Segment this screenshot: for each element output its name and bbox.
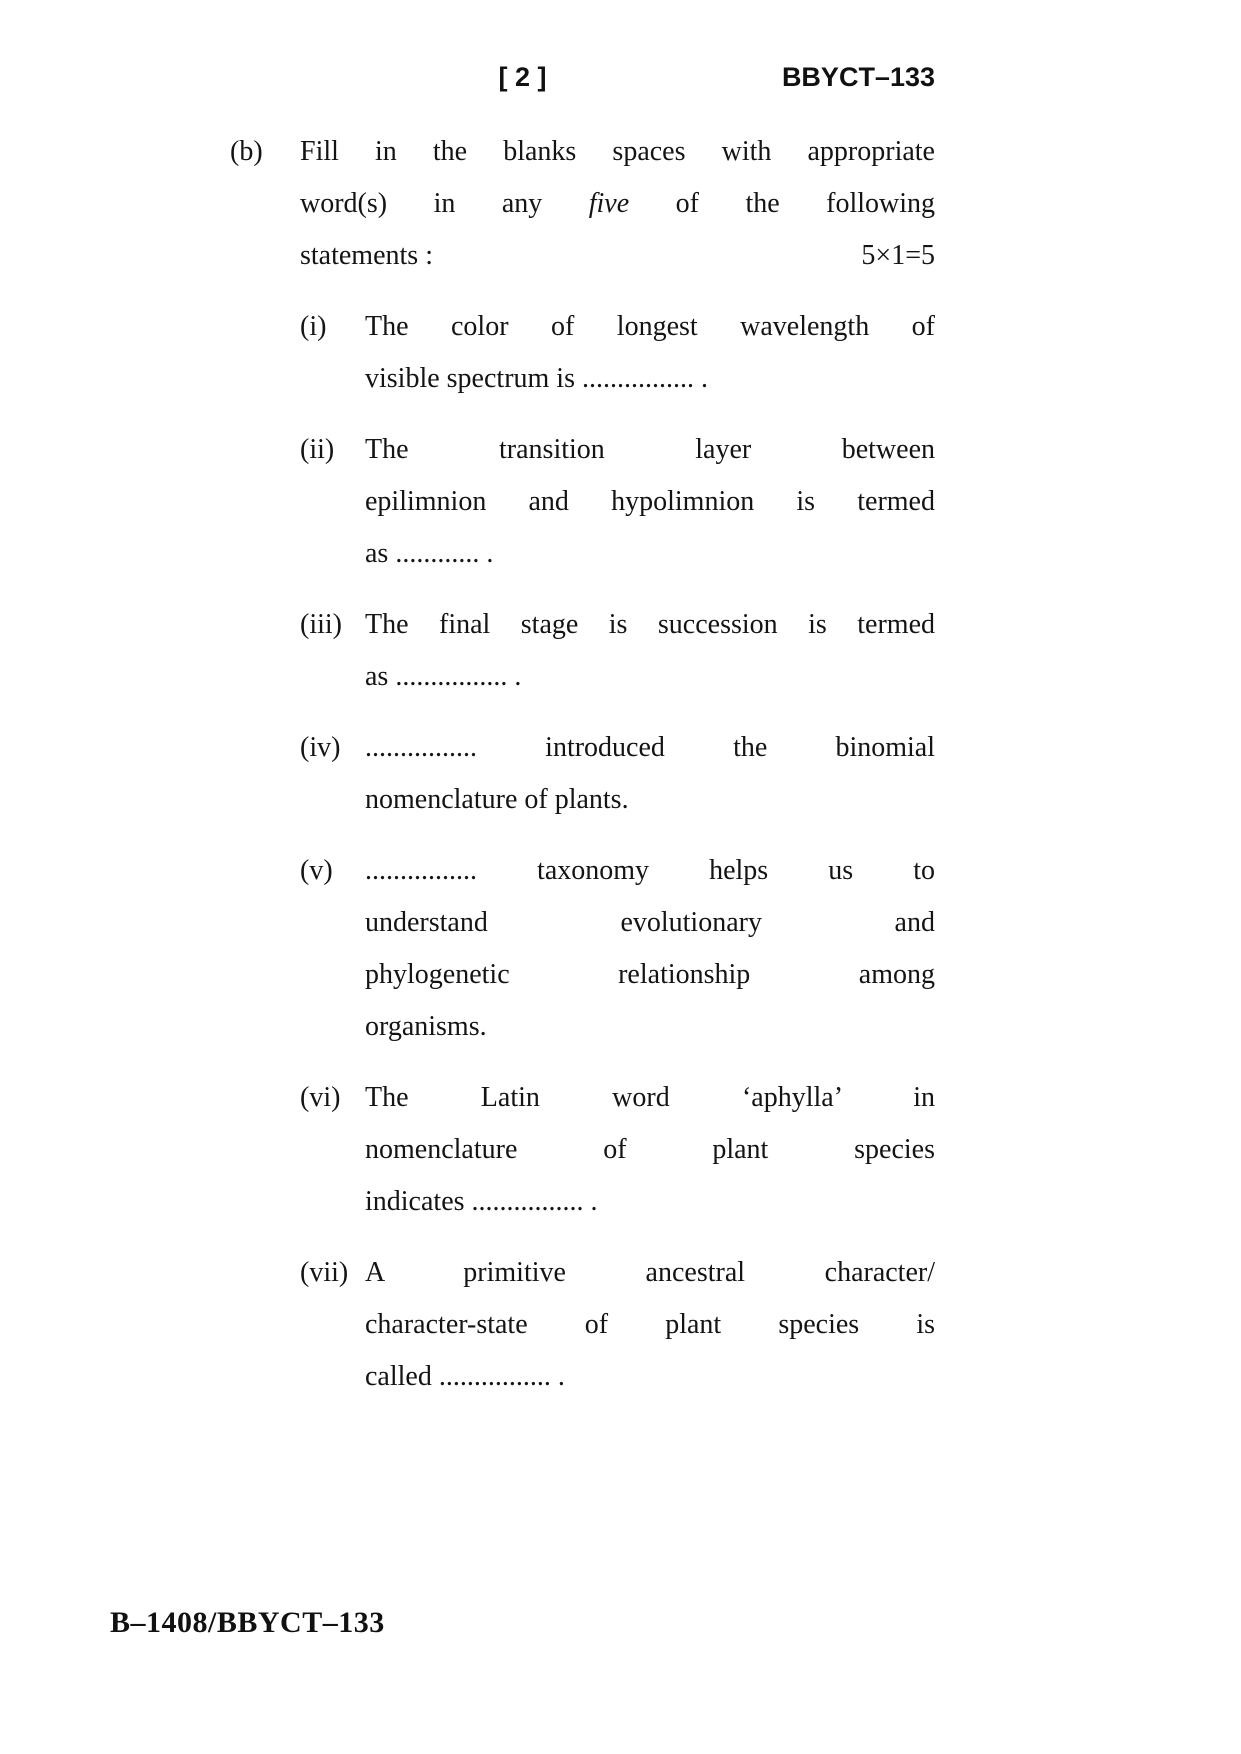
question-b-text	[300, 126, 935, 282]
text-line: as ................ .	[365, 661, 522, 692]
item-text	[365, 301, 935, 405]
text-line: called ................ .	[365, 1361, 565, 1392]
page-footer	[110, 1606, 385, 1640]
question-item-vii	[300, 1247, 935, 1403]
item-text	[365, 845, 935, 1053]
text-segment: of the following	[675, 188, 936, 219]
question-item-i	[300, 301, 935, 405]
item-text	[365, 424, 935, 580]
text-line: epilimnion and hypolimnion is termed	[365, 486, 935, 517]
text-line: The transition layer between	[365, 434, 935, 465]
text-line: Fill in the blanks spaces with appropriate	[300, 136, 935, 167]
question-item-vi	[300, 1072, 935, 1228]
question-item-iv	[300, 722, 935, 826]
item-text	[365, 722, 935, 826]
question-item-v	[300, 845, 935, 1053]
text-line: The final stage is succession is termed	[365, 609, 935, 640]
paper-code: BBYCT–133	[781, 62, 935, 92]
question-item-list	[300, 301, 935, 1403]
item-label: (iii)	[300, 609, 342, 640]
item-label: (v)	[300, 855, 333, 886]
text-line	[300, 178, 935, 230]
text-line	[300, 230, 935, 282]
page-header	[110, 62, 935, 96]
text-line: as ............ .	[365, 538, 494, 569]
item-label: (ii)	[300, 434, 335, 465]
text-line: indicates ................ .	[365, 1186, 598, 1217]
booklet-code: B–1408/BBYCT–133	[110, 1606, 385, 1639]
text-line: nomenclature of plants.	[365, 784, 629, 815]
text-line: The Latin word ‘aphylla’ in	[365, 1082, 935, 1113]
text-line: nomenclature of plant species	[365, 1134, 935, 1165]
item-label: (iv)	[300, 732, 341, 763]
item-label: (vii)	[300, 1257, 349, 1288]
text-segment: statements :	[300, 240, 433, 271]
text-segment-italic: five	[588, 188, 630, 219]
item-text	[365, 1072, 935, 1228]
text-segment: word(s) in any	[300, 188, 543, 219]
text-line: A primitive ancestral character/	[365, 1257, 935, 1288]
question-b	[230, 126, 935, 282]
text-line: understand evolutionary and	[365, 907, 935, 938]
text-line: character-state of plant species is	[365, 1309, 935, 1340]
item-label: (i)	[300, 311, 327, 342]
question-item-ii	[300, 424, 935, 580]
marks-value: 5×1=5	[861, 240, 935, 271]
item-text	[365, 599, 935, 703]
question-b-label: (b)	[230, 136, 263, 167]
item-text	[365, 1247, 935, 1403]
text-line: organisms.	[365, 1011, 487, 1042]
text-line: phylogenetic relationship among	[365, 959, 935, 990]
text-line: ................ taxonomy helps us to	[365, 855, 935, 886]
text-line: ................ introduced the binomial	[365, 732, 935, 763]
text-line: The color of longest wavelength of	[365, 311, 935, 342]
text-line: visible spectrum is ................ .	[365, 363, 708, 394]
page-number: [ 2 ]	[498, 62, 547, 92]
question-item-iii	[300, 599, 935, 703]
item-label: (vi)	[300, 1082, 341, 1113]
